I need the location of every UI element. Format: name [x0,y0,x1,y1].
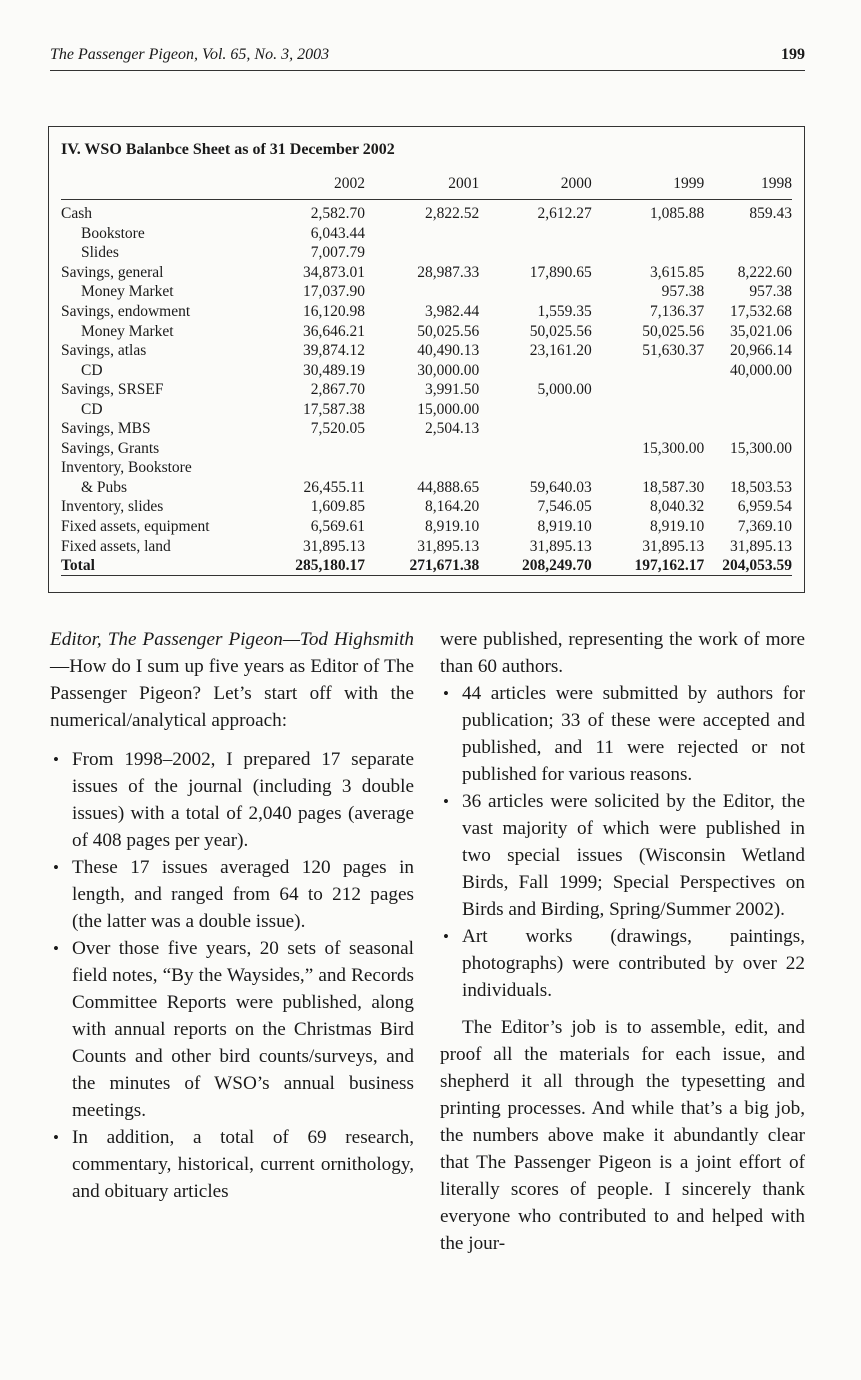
table-cell: 208,249.70 [479,556,592,576]
table-cell [592,243,705,263]
table-row [61,536,792,556]
table-cell: 285,180.17 [264,556,365,576]
row-label: Savings, SRSEF [61,381,164,399]
table-cell: 3,991.50 [425,381,480,399]
table-cell: 50,025.56 [417,322,480,340]
table-cell: 3,982.44 [425,303,480,320]
journal-citation: The Passenger Pigeon, Vol. 65, No. 3, 2003 [50,46,330,63]
balance-sheet-box [48,126,805,593]
table-cell: 8,919.10 [650,518,705,536]
table-row [61,302,792,322]
table-cell [704,419,792,439]
table-cell: 7,546.05 [537,498,592,516]
table-cell: 8,040.32 [650,498,705,516]
table-row [61,439,792,459]
table-row [61,263,792,283]
table-cell: 271,671.38 [365,556,479,576]
table-cell [592,419,705,439]
table-cell [479,243,592,263]
running-head [50,46,805,68]
table-cell: 17,890.65 [529,263,592,281]
table-row [61,458,792,478]
table-cell: 59,640.03 [529,478,592,496]
intro-paragraph [50,626,414,734]
table-cell [479,224,592,244]
table-cell [704,224,792,244]
bullet-item [50,1124,414,1205]
right-bullet-list [440,680,805,1004]
bullet-icon: • [53,1128,59,1147]
table-cell: 31,895.13 [417,537,480,555]
table-row [61,200,792,224]
table-cell: 40,490.13 [417,342,480,360]
table-cell: 6,569.61 [310,518,365,536]
table-cell: 7,136.37 [650,303,705,320]
bullet-item [440,788,805,923]
table-cell: 50,025.56 [529,322,592,340]
table-cell: 197,162.17 [592,556,705,576]
row-label: & Pubs [81,478,128,496]
bullet-text: In addition, a total of 69 research, commentary, historical, current ornithology, and obituary articles [72,1127,414,1202]
table-cell: 2,504.13 [425,420,480,438]
bullet-text: 44 articles were submitted by authors for publication; 33 of these were accepted and published, and 11 were rejected or not published for various reasons. [462,683,805,785]
bullet-text: Art works (drawings, paintings, photographs) were contributed by over 22 individuals. [462,926,805,1001]
table-cell: 26,455.11 [303,478,365,496]
table-cell: 31,895.13 [730,537,792,555]
bullet-item [50,935,414,1124]
balance-sheet-body [61,200,792,576]
bullet-item [50,854,414,935]
table-cell: 18,503.53 [730,478,792,496]
bullet-icon: • [53,750,59,769]
table-row [61,517,792,537]
row-label: Savings, atlas [61,342,147,360]
table-cell [704,399,792,419]
row-label: Money Market [81,283,174,301]
bullet-text: These 17 issues averaged 120 pages in length, and ranged from 64 to 212 pages (the latter was a double issue). [72,857,414,932]
row-label: Inventory, Bookstore [61,459,192,477]
bullet-item [440,923,805,1004]
row-label: Fixed assets, land [61,537,171,555]
bullet-text: 36 articles were solicited by the Editor, the vast majority of which were published in two special issues (Wisconsin Wetland Birds, Fall 1999; Special Perspectives on Birds and Birding, Spring/Summer 2002). [462,791,805,920]
row-label: Bookstore [81,224,145,242]
table-cell: 16,120.98 [302,303,365,320]
table-cell: 6,043.44 [310,224,365,242]
table-cell [592,458,705,478]
balance-sheet-title: IV. WSO Balanbce Sheet as of 31 December 2002 [61,141,395,158]
row-label: Savings, general [61,263,164,281]
table-cell: 2,612.27 [537,205,592,223]
table-cell: 40,000.00 [730,361,792,379]
table-cell: 17,587.38 [302,400,365,418]
table-cell: 15,000.00 [417,400,480,418]
table-cell: 957.38 [661,283,705,301]
table-cell: 35,021.06 [730,322,792,340]
table-row [61,224,792,244]
table-cell: 6,959.54 [737,498,792,516]
table-cell [264,439,365,459]
table-cell: 50,025.56 [642,322,705,340]
table-row [61,419,792,439]
table-cell: 28,987.33 [417,263,480,281]
table-cell: 8,919.10 [537,518,592,536]
bullet-icon: • [443,684,449,703]
table-cell: 31,895.13 [529,537,592,555]
table-cell [365,243,479,263]
row-label: Fixed assets, equipment [61,518,210,536]
table-cell [479,458,592,478]
row-label: Slides [81,244,119,262]
bullet-text: Over those five years, 20 sets of seasonal field notes, “By the Waysides,” and Records Committee Reports were published, along with annual reports on the Christmas Bird Counts and other bird counts/surveys, and the minutes of WSO’s annual business meetings. [72,938,414,1121]
table-row [61,497,792,517]
left-column [50,626,414,1205]
closing-paragraph: The Editor’s job is to assemble, edit, and proof all the materials for each issue, and shepherd it all through the typesetting and printing processes. And while that’s a big job, the numbers above make it abundantly clear that The Passenger Pigeon is a joint effort of literally scores of people. I sincerely thank everyone who contributed to and helped with the jour- [440,1017,805,1254]
table-row [61,341,792,361]
table-cell: 17,037.90 [302,283,365,301]
column-header [61,175,264,200]
table-cell [365,458,479,478]
table-row [61,282,792,302]
table-cell [264,458,365,478]
table-cell [479,282,592,302]
bullet-item [440,680,805,788]
table-cell: 34,873.01 [302,263,365,281]
table-cell [479,360,592,380]
balance-sheet-table [61,175,792,576]
table-cell: 8,222.60 [737,263,792,281]
table-cell: 44,888.65 [417,478,480,496]
table-cell [365,439,479,459]
table-cell: 17,532.68 [730,303,792,320]
column-header: 2000 [479,175,592,200]
table-cell: 39,874.12 [302,342,365,360]
bullet-icon: • [443,927,449,946]
row-label: Cash [61,205,92,223]
table-cell [479,439,592,459]
bullet-icon: • [53,939,59,958]
table-cell: 15,300.00 [730,439,792,457]
table-row [61,243,792,263]
table-cell: 1,609.85 [310,498,365,516]
table-cell: 7,369.10 [737,518,792,536]
table-row [61,478,792,498]
column-header: 1999 [592,175,705,200]
table-cell: 3,615.85 [650,263,705,281]
row-label: Inventory, slides [61,498,164,516]
table-cell: 18,587.30 [642,478,705,496]
table-cell: 7,520.05 [310,420,365,438]
bullet-text: From 1998–2002, I prepared 17 separate issues of the journal (including 3 double issues) with a total of 2,040 pages (average of 408 pages per year). [72,749,414,851]
row-label: Total [61,556,264,576]
table-cell: 51,630.37 [642,342,705,360]
table-cell: 36,646.21 [302,322,365,340]
column-header: 1998 [704,175,792,200]
right-column [440,626,805,1257]
continued-text: were published, representing the work of more than 60 authors. [440,629,805,677]
table-cell: 31,895.13 [642,537,705,555]
section-lead-in: Editor, The Passenger Pigeon—Tod Highsmith [50,629,414,650]
row-label: CD [81,361,103,379]
column-header: 2002 [264,175,365,200]
table-cell [365,282,479,302]
table-cell: 2,822.52 [425,205,480,223]
table-cell: 8,164.20 [425,498,480,516]
intro-text: —How do I sum up five years as Editor of The Passenger Pigeon? Let’s start off with the numerical/analytical approach: [50,656,414,731]
table-cell: 15,300.00 [642,439,705,457]
bullet-icon: • [53,858,59,877]
table-cell [592,224,705,244]
table-cell: 7,007.79 [310,244,365,262]
table-cell [704,380,792,400]
table-cell [592,380,705,400]
table-cell: 5,000.00 [537,381,592,399]
table-cell [592,360,705,380]
table-cell: 30,489.19 [302,361,365,379]
table-cell [704,243,792,263]
table-cell [479,419,592,439]
table-cell: 204,053.59 [704,556,792,576]
table-row [61,380,792,400]
table-cell: 1,085.88 [650,205,705,223]
header-rule [50,70,805,71]
bullet-item [50,746,414,854]
row-label: Savings, Grants [61,439,160,457]
table-cell: 31,895.13 [302,537,365,555]
table-header-row [61,175,792,200]
row-label: Savings, endowment [61,303,191,320]
table-cell: 957.38 [749,283,792,301]
left-bullet-list [50,746,414,1205]
table-cell: 20,966.14 [730,342,792,360]
table-row [61,321,792,341]
table-cell: 23,161.20 [529,342,592,360]
table-row [61,399,792,419]
bullet-icon: • [443,792,449,811]
row-label: Money Market [81,322,174,340]
row-label: Savings, MBS [61,420,151,438]
row-label: CD [81,400,103,418]
table-row [61,360,792,380]
table-cell [592,399,705,419]
table-cell [479,399,592,419]
table-cell: 1,559.35 [537,303,592,320]
table-cell [365,224,479,244]
table-row [61,556,792,576]
table-cell: 8,919.10 [425,518,480,536]
column-header: 2001 [365,175,479,200]
table-cell: 2,867.70 [310,381,365,399]
page-number: 199 [781,46,805,63]
table-cell: 859.43 [749,205,792,223]
table-cell [704,458,792,478]
table-cell: 2,582.70 [310,205,365,223]
table-cell: 30,000.00 [417,361,480,379]
